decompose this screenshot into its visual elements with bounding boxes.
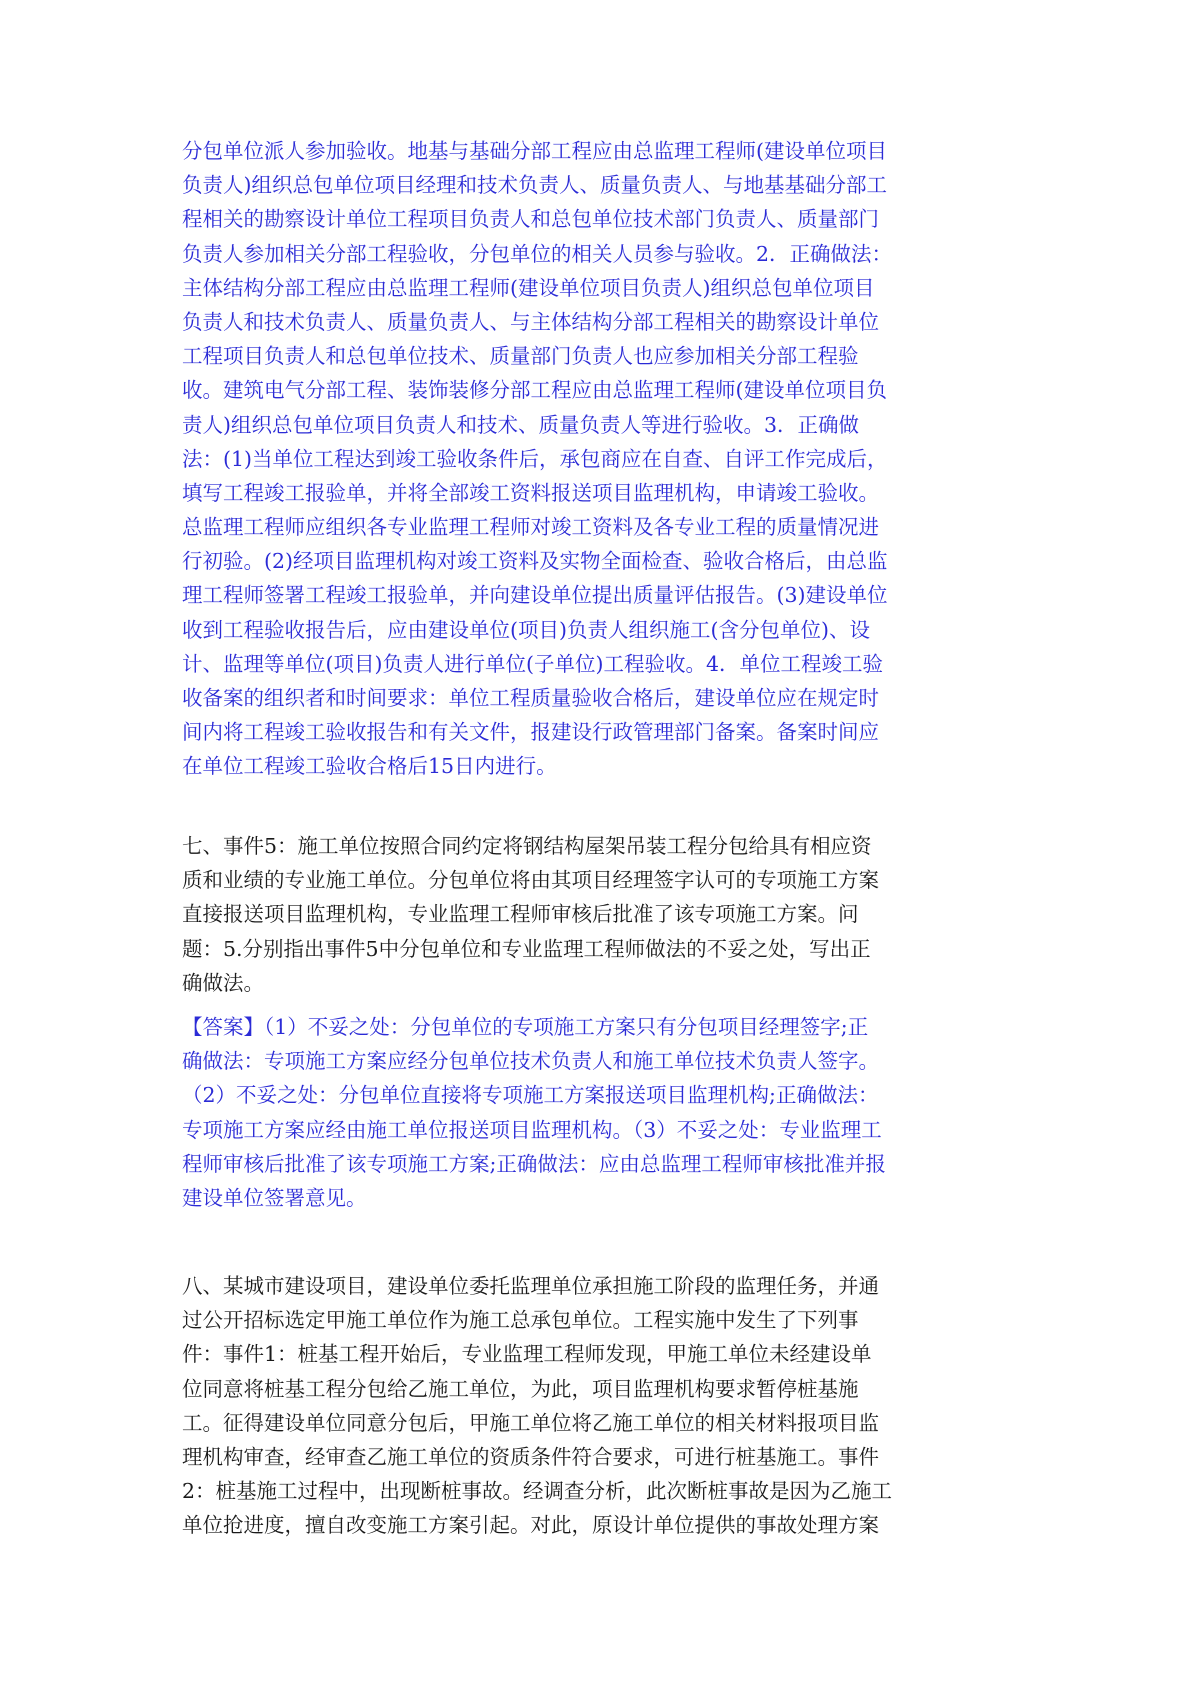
text-line: 行初验。(2)经项目监理机构对竣工资料及实物全面检查、验收合格后，由总监 [182, 549, 888, 574]
question-8 [182, 1269, 1008, 1543]
text-line: 收到工程验收报告后，应由建设单位(项目)负责人组织施工(含分包单位)、设 [182, 617, 870, 642]
text-line: 工。征得建设单位同意分包后，甲施工单位将乙施工单位的相关材料报项目监 [182, 1410, 879, 1435]
text-line: 确做法。 [182, 970, 264, 995]
text-line: 间内将工程竣工验收报告和有关文件，报建设行政管理部门备案。备案时间应 [182, 720, 879, 745]
text-line: 主体结构分部工程应由总监理工程师(建设单位项目负责人)组织总包单位项目 [182, 275, 875, 300]
text-line: 单位抢进度，擅自改变施工方案引起。对此，原设计单位提供的事故处理方案 [182, 1513, 879, 1538]
text-line: 质和业绩的专业施工单位。分包单位将由其项目经理签字认可的专项施工方案 [182, 868, 879, 893]
text-line: 2：桩基施工过程中，出现断桩事故。经调查分析，此次断桩事故是因为乙施工 [182, 1479, 893, 1504]
text-line: （2）不妥之处：分包单位直接将专项施工方案报送项目监理机构;正确做法： [182, 1083, 879, 1108]
text-line: 负责人参加相关分部工程验收，分包单位的相关人员参与验收。2．正确做法： [182, 241, 893, 266]
text-line: 在单位工程竣工验收合格后15日内进行。 [182, 754, 557, 779]
text-line: 件：事件1：桩基工程开始后，专业监理工程师发现，甲施工单位未经建设单 [182, 1342, 872, 1367]
text-line: 建设单位签署意见。 [182, 1185, 367, 1210]
answer-text: （1）不妥之处：分包单位的专项施工方案只有分包项目经理签字;正 [264, 1015, 869, 1039]
answer-label: 【答案】 [182, 1015, 264, 1039]
question-7 [182, 829, 1008, 1000]
answer-7 [182, 1010, 1008, 1215]
text-line: 程师审核后批准了该专项施工方案;正确做法：应由总监理工程师审核批准并报 [182, 1151, 886, 1176]
text-line: 题：5.分别指出事件5中分包单位和专业监理工程师做法的不妥之处，写出正 [182, 936, 871, 961]
text-line: 程相关的勘察设计单位工程项目负责人和总包单位技术部门负责人、质量部门 [182, 207, 879, 232]
text-line: 填写工程竣工报验单，并将全部竣工资料报送项目监理机构，申请竣工验收。 [182, 480, 879, 505]
text-line: 工程项目负责人和总包单位技术、质量部门负责人也应参加相关分部工程验 [182, 344, 859, 369]
text-line: 专项施工方案应经由施工单位报送项目监理机构。（3）不妥之处：专业监理工 [182, 1117, 882, 1142]
text-line: 位同意将桩基工程分包给乙施工单位，为此，项目监理机构要求暂停桩基施 [182, 1376, 859, 1401]
text-line: 八、某城市建设项目，建设单位委托监理单位承担施工阶段的监理任务，并通 [182, 1274, 879, 1298]
text-line: 过公开招标选定甲施工单位作为施工总承包单位。工程实施中发生了下列事 [182, 1308, 859, 1333]
text-line: 确做法：专项施工方案应经分包单位技术负责人和施工单位技术负责人签字。 [182, 1049, 879, 1074]
answer-first-line [182, 1010, 1008, 1044]
text-line: 分包单位派人参加验收。地基与基础分部工程应由总监理工程师(建设单位项目 [182, 139, 887, 163]
text-line: 负责人和技术负责人、质量负责人、与主体结构分部工程相关的勘察设计单位 [182, 309, 879, 334]
text-line: 法：(1)当单位工程达到竣工验收条件后，承包商应在自查、自评工作完成后， [182, 446, 888, 471]
text-line: 收。建筑电气分部工程、装饰装修分部工程应由总监理工程师(建设单位项目负 [182, 378, 887, 403]
text-line: 负责人)组织总包单位项目经理和技术负责人、质量负责人、与地基基础分部工 [182, 173, 887, 198]
text-line: 理工程师签署工程竣工报验单，并向建设单位提出质量评估报告。(3)建设单位 [182, 583, 888, 608]
answer-continuation [182, 134, 1008, 784]
text-line: 总监理工程师应组织各专业监理工程师对竣工资料及各专业工程的质量情况进 [182, 515, 879, 540]
text-line: 直接报送项目监理机构，专业监理工程师审核后批准了该专项施工方案。问 [182, 902, 859, 927]
text-line: 七、事件5：施工单位按照合同约定将钢结构屋架吊装工程分包给具有相应资 [182, 834, 872, 858]
text-line: 理机构审查，经审查乙施工单位的资质条件符合要求，可进行桩基施工。事件 [182, 1444, 879, 1469]
text-line: 计、监理等单位(项目)负责人进行单位(子单位)工程验收。4．单位工程竣工验 [182, 651, 884, 676]
text-line: 责人)组织总包单位项目负责人和技术、质量负责人等进行验收。3．正确做 [182, 412, 860, 437]
text-line: 收备案的组织者和时间要求：单位工程质量验收合格后，建设单位应在规定时 [182, 686, 879, 710]
